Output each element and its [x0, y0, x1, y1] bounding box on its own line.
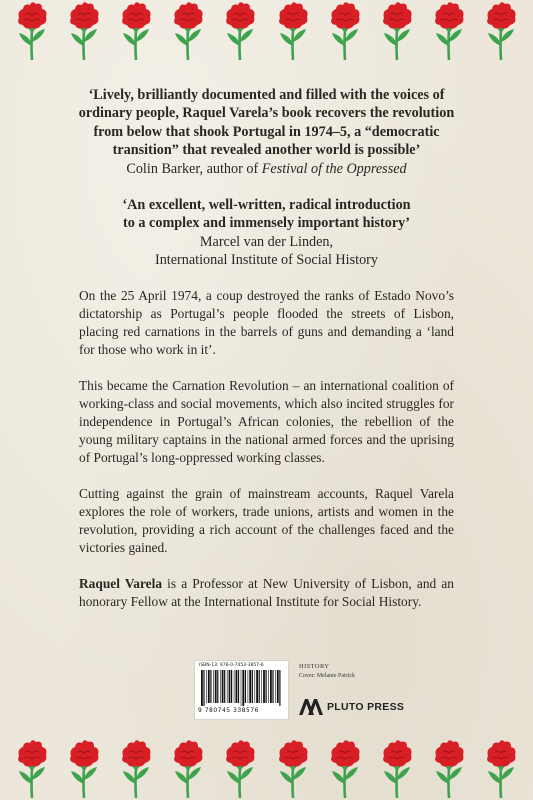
endorsement-attribution: Marcel van der Linden, International Institute of Social History: [154, 233, 378, 269]
carnation-icon: [431, 738, 467, 800]
endorsement-quote: ‘An excellent, well-written, radical introduction to a complex and immensely important history’: [122, 197, 411, 232]
blurb: [79, 287, 454, 629]
endorsement-1: [40, 86, 493, 178]
endorsements: [40, 86, 493, 270]
author-bio: Raquel Varela is a Professor at New University of Lisbon, and an honorary Fellow at the International Institute for Social History.: [79, 576, 454, 609]
publisher-mark: [298, 697, 404, 717]
carnation-icon: [275, 738, 311, 800]
carnation-icon: [379, 0, 415, 62]
carnation-icon: [170, 0, 206, 62]
author-name: Raquel Varela: [79, 576, 163, 591]
carnation-icon: [14, 738, 50, 800]
carnation-icon: [170, 738, 206, 800]
isbn-text: ISBN-13: 978-0-7453-3857-6: [199, 663, 264, 668]
blurb-paragraph: On the 25 April 1974, a coup destroyed the ranks of Estado Novo’s dictatorship as Portugal’s people flooded the streets of Lisbon, placing red carnations in the barrels of guns and demanding a ‘land for those who work in it’.: [79, 288, 454, 357]
publisher-name: PLUTO PRESS: [327, 701, 405, 713]
carnation-icon: [483, 738, 519, 800]
carnation-icon: [275, 0, 311, 62]
carnation-border-bottom: [0, 738, 533, 800]
carnation-icon: [66, 0, 102, 62]
barcode-icon: [201, 670, 282, 706]
cover-credit: Cover: Melanie Patrick: [299, 673, 355, 679]
carnation-icon: [222, 738, 258, 800]
blurb-paragraph: This became the Carnation Revolution – an international coalition of working-class and social movements, which also incited struggles for independence in Portugal’s African colonies, the rebellion of the young military captains in the national armed forces and the uprising of Portugal’s long-oppressed working classes.: [79, 378, 454, 465]
carnation-icon: [118, 738, 154, 800]
endorsement-quote: ‘Lively, brilliantly documented and filled with the voices of ordinary people, Raquel Varela’s book recovers the revolution from below that shook Portugal in 1974–5, a “democratic transition” that revealed another world is possible’: [78, 87, 455, 159]
endorsement-attribution: Colin Barker, author of Festival of the Oppressed: [126, 160, 407, 177]
isbn-barcode: [194, 660, 289, 720]
endorsement-2: [40, 196, 493, 270]
carnation-icon: [327, 0, 363, 62]
carnation-icon: [431, 0, 467, 62]
blurb-paragraph: Cutting against the grain of mainstream accounts, Raquel Varela explores the role of workers, trade unions, artists and women in the revolution, providing a rich account of the challenges faced and the victories gained.: [79, 486, 454, 555]
carnation-icon: [222, 0, 258, 62]
pluto-press-logo-icon: [298, 698, 324, 716]
carnation-icon: [14, 0, 50, 62]
category-label: HISTORY: [299, 663, 330, 670]
carnation-icon: [483, 0, 519, 62]
carnation-icon: [327, 738, 363, 800]
carnation-icon: [66, 738, 102, 800]
barcode-digits: 9 780745 338576: [198, 707, 259, 714]
carnation-border-top: [0, 0, 533, 62]
carnation-icon: [379, 738, 415, 800]
carnation-icon: [118, 0, 154, 62]
